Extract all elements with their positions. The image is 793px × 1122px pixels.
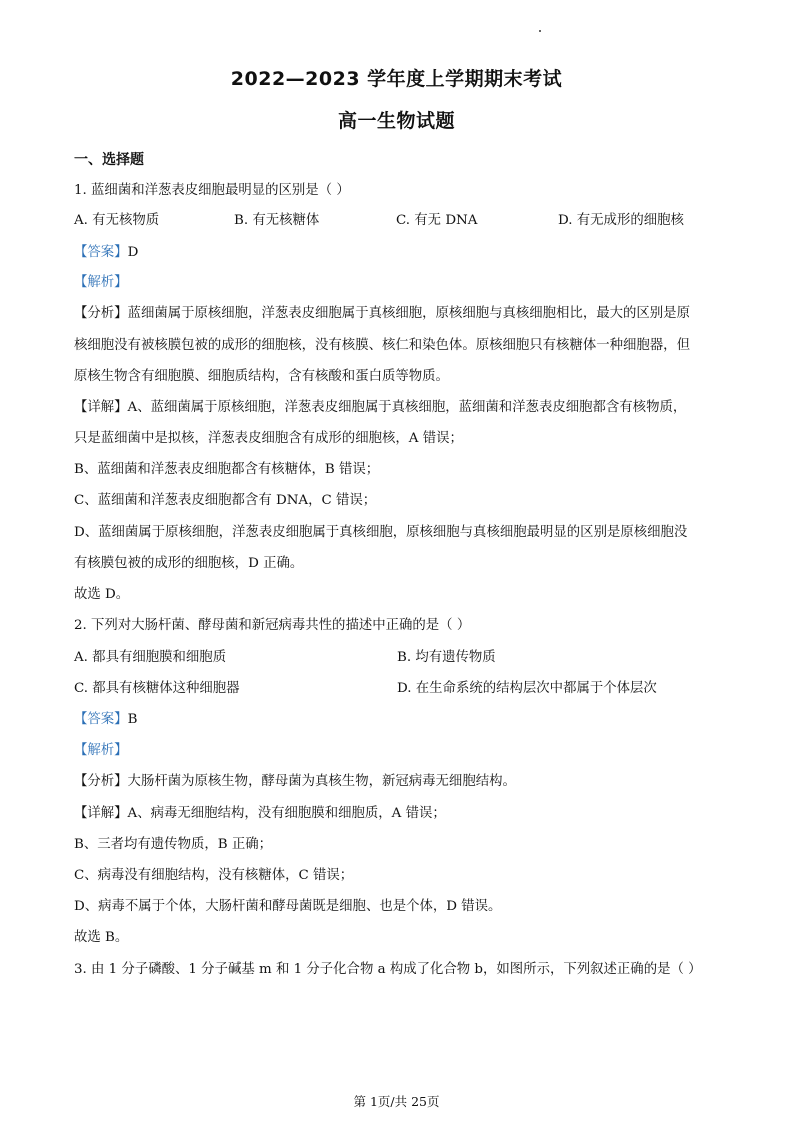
question-2-stem: 2. 下列对大肠杆菌、酵母菌和新冠病毒共性的描述中正确的是（ ） xyxy=(74,618,471,633)
answer-value: D xyxy=(127,245,139,260)
q1-option-b: B. 有无核糖体 xyxy=(234,213,320,228)
q2-explanation-line: C、病毒没有细胞结构，没有核糖体，C 错误； xyxy=(74,868,354,883)
q2-answer xyxy=(74,710,733,730)
q1-option-d: D. 有无成形的细胞核 xyxy=(558,213,684,228)
q1-answer xyxy=(74,243,733,263)
q1-option-c: C. 有无 DNA xyxy=(396,213,478,228)
question-1-stem: 1. 蓝细菌和洋葱表皮细胞最明显的区别是（ ） xyxy=(74,183,350,198)
q1-explanation-line: 原核生物含有细胞膜、细胞质结构，含有核酸和蛋白质等物质。 xyxy=(74,369,449,384)
q2-explanation-line: 【详解】A、病毒无细胞结构，没有细胞膜和细胞质，A 错误； xyxy=(74,806,446,821)
q1-explanation-line: D、蓝细菌属于原核细胞，洋葱表皮细胞属于真核细胞，原核细胞与真核细胞最明显的区别是原核细胞没 xyxy=(74,525,688,540)
question-3-stem: 3. 由 1 分子磷酸、1 分子碱基 m 和 1 分子化合物 a 构成了化合物 b，如图所示，下列叙述正确的是（ ） xyxy=(74,962,702,977)
answer-value: B xyxy=(127,712,138,727)
q2-conclusion: 故选 B。 xyxy=(74,930,129,945)
q1-explanation-line: 核细胞没有被核膜包被的成形的细胞核，没有核膜、核仁和染色体。原核细胞只有核糖体一种细胞器，但 xyxy=(74,338,690,353)
q2-explanation-line: B、三者均有遗传物质，B 正确； xyxy=(74,837,273,852)
q1-conclusion: 故选 D。 xyxy=(74,587,130,602)
q2-option-d: D. 在生命系统的结构层次中都属于个体层次 xyxy=(397,681,657,696)
q1-explanation-line: 【详解】A、蓝细菌属于原核细胞，洋葱表皮细胞属于真核细胞，蓝细菌和洋葱表皮细胞都含有核物质， xyxy=(74,400,687,415)
q2-option-b: B. 均有遗传物质 xyxy=(397,650,496,665)
q2-explanation-line: 【分析】大肠杆菌为原核生物，酵母菌为真核生物，新冠病毒无细胞结构。 xyxy=(74,774,516,789)
answer-tag: 【答案】 xyxy=(74,712,128,727)
q2-option-a: A. 都具有细胞膜和细胞质 xyxy=(74,650,227,665)
answer-tag: 【答案】 xyxy=(74,245,128,260)
q2-explanation-line: D、病毒不属于个体，大肠杆菌和酵母菌既是细胞、也是个体，D 错误。 xyxy=(74,899,502,914)
q1-explanation-line: C、蓝细菌和洋葱表皮细胞都含有 DNA，C 错误； xyxy=(74,493,377,508)
scan-dot xyxy=(539,30,541,32)
section-heading: 一、选择题 xyxy=(74,152,144,168)
q1-analysis-tag: 【解析】 xyxy=(74,275,128,290)
q2-analysis-tag: 【解析】 xyxy=(74,743,128,758)
q1-option-a: A. 有无核物质 xyxy=(74,213,160,228)
page-number: 第 1页/共 25页 xyxy=(353,1094,440,1109)
q2-option-c: C. 都具有核糖体这种细胞器 xyxy=(74,681,240,696)
exam-title: 2022—2023 学年度上学期期末考试 xyxy=(230,68,563,90)
q1-explanation-line: 【分析】蓝细菌属于原核细胞，洋葱表皮细胞属于真核细胞，原核细胞与真核细胞相比，最大的区别是原 xyxy=(74,306,690,321)
q1-explanation-line: 有核膜包被的成形的细胞核，D 正确。 xyxy=(74,556,304,571)
q1-explanation-line: 只是蓝细菌中是拟核，洋葱表皮细胞含有成形的细胞核，A 错误； xyxy=(74,431,463,446)
exam-subtitle: 高一生物试题 xyxy=(337,110,455,132)
q1-explanation-line: B、蓝细菌和洋葱表皮细胞都含有核糖体，B 错误； xyxy=(74,462,380,477)
